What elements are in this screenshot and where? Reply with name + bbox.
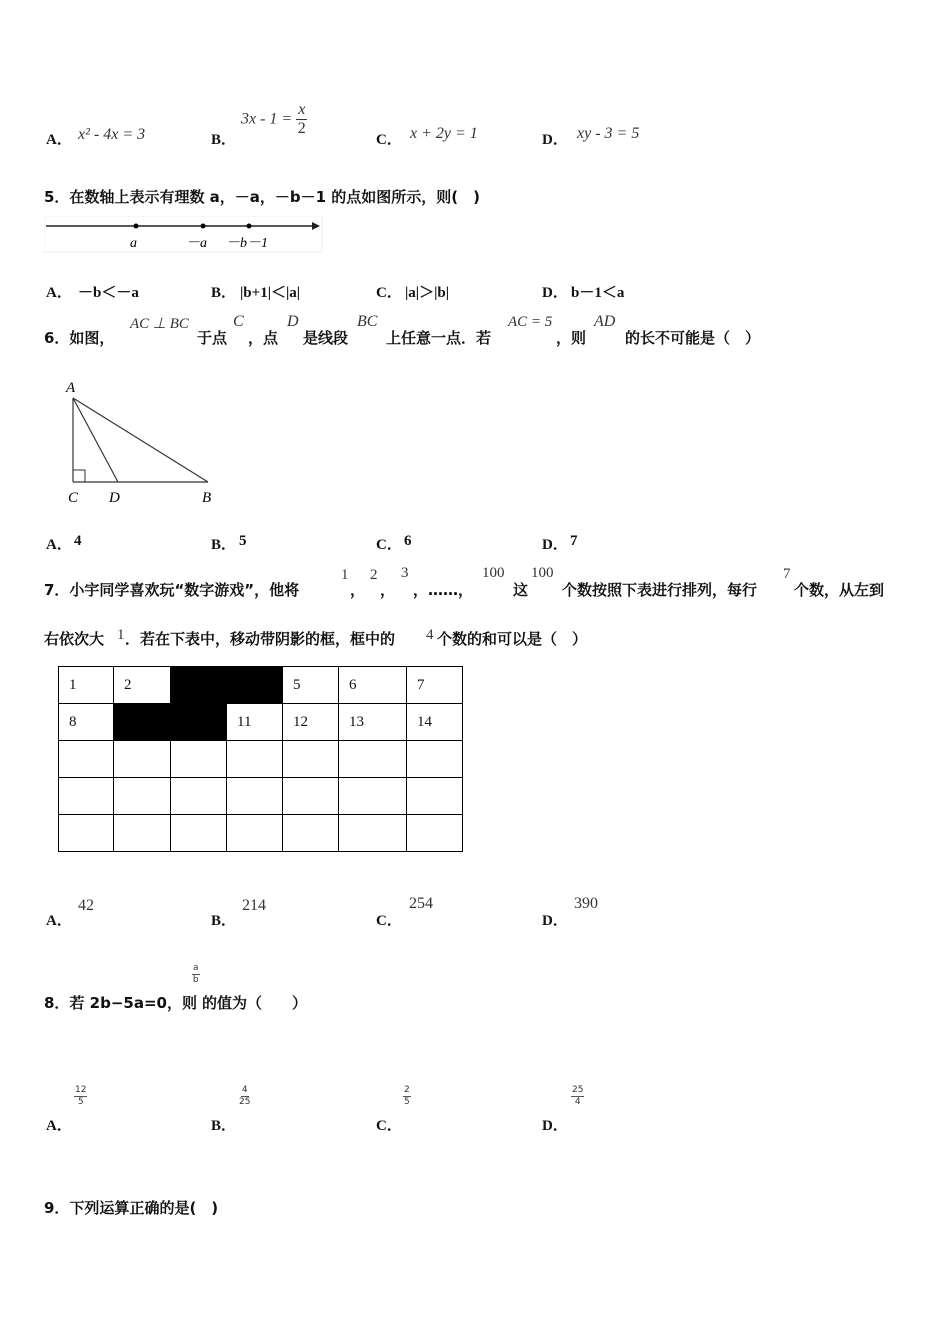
q8-option-a-letter: A． bbox=[46, 1118, 72, 1134]
q5-option-b-text: |b+1|＜|a| bbox=[240, 285, 301, 301]
q8-option-b-fraction bbox=[239, 1086, 250, 1107]
q7-number-3: 3 bbox=[401, 565, 409, 581]
table-cell: 1 bbox=[59, 667, 114, 704]
q7-line1-part-c: 个数，从左到 bbox=[794, 581, 885, 599]
q7-option-a-letter: A． bbox=[46, 913, 72, 929]
q4-option-a-expr: x² - 4x = 3 bbox=[78, 126, 146, 143]
q7-option-c-letter: C． bbox=[376, 913, 402, 929]
table-row bbox=[59, 667, 463, 704]
q6-stem-part4: 是线段 bbox=[303, 329, 349, 347]
q6-stem-part5: 上任意一点．若 bbox=[386, 329, 492, 347]
right-angle-mark bbox=[73, 470, 85, 482]
q4-option-b-num: x bbox=[298, 101, 306, 118]
q8-fraction-a-over-b bbox=[192, 964, 200, 985]
table-cell bbox=[339, 778, 407, 815]
q6-option-a-text: 4 bbox=[74, 533, 82, 549]
segment-ad bbox=[73, 398, 118, 482]
q7-option-d-text: 390 bbox=[574, 895, 598, 912]
table-cell bbox=[407, 741, 463, 778]
q7-number-one: 1 bbox=[117, 627, 125, 643]
table-cell: 6 bbox=[339, 667, 407, 704]
side-ab bbox=[73, 398, 208, 482]
q7-line1-part-b: 个数按照下表进行排列，每行 bbox=[562, 581, 758, 599]
frac-num: 4 bbox=[241, 1085, 248, 1095]
table-cell: 2 bbox=[114, 667, 171, 704]
q5-option-d-text: b－1＜a bbox=[571, 285, 625, 301]
q8-option-d-letter: D． bbox=[542, 1118, 568, 1134]
q6-option-d-letter: D． bbox=[542, 537, 568, 553]
q6-stem-part3: ，点 bbox=[248, 329, 279, 347]
q6-stem-part7: 的长不可能是（ ） bbox=[625, 329, 761, 347]
table-cell bbox=[59, 778, 114, 815]
number-line-frame bbox=[44, 216, 322, 252]
q5-option-b-letter: B． bbox=[211, 285, 237, 301]
q7-number-1: 1 bbox=[341, 567, 349, 583]
q6-math-d: D bbox=[287, 313, 299, 330]
frac-den: 5 bbox=[404, 1097, 410, 1107]
q4-option-a-letter: A． bbox=[46, 132, 72, 148]
q5-option-c-letter: C． bbox=[376, 285, 402, 301]
q8-frac-num: a bbox=[193, 963, 199, 973]
table-cell: 13 bbox=[339, 704, 407, 741]
table-cell: 8 bbox=[59, 704, 114, 741]
q4-option-b-left: 3x - 1 = bbox=[241, 110, 293, 128]
q6-triangle-figure bbox=[60, 375, 225, 515]
q6-option-b-text: 5 bbox=[239, 533, 247, 549]
q4-option-b-letter: B． bbox=[211, 132, 237, 148]
table-cell bbox=[407, 815, 463, 852]
q7-line2-part-a: 右依次大 bbox=[44, 630, 105, 648]
label-C: C bbox=[68, 490, 79, 506]
q7-comma-2: ， bbox=[380, 581, 396, 599]
q6-math-ad: AD bbox=[594, 313, 616, 330]
point-neg-b-minus-1 bbox=[247, 224, 252, 229]
frac-den: 5 bbox=[77, 1097, 84, 1107]
q7-option-d-letter: D． bbox=[542, 913, 568, 929]
q5-option-c-text: |a|＞|b| bbox=[405, 285, 450, 301]
label-a: a bbox=[130, 236, 137, 251]
table-row bbox=[59, 778, 463, 815]
q5-option-a-letter: A． bbox=[46, 285, 72, 301]
frac-num: 2 bbox=[404, 1085, 410, 1095]
q7-option-a-text: 42 bbox=[78, 897, 94, 914]
q6-option-c-letter: C． bbox=[376, 537, 402, 553]
shaded-cell bbox=[171, 704, 227, 741]
q6-option-a-letter: A． bbox=[46, 537, 72, 553]
q8-option-c-fraction bbox=[403, 1086, 411, 1107]
table-cell bbox=[407, 778, 463, 815]
q4-option-b-expr bbox=[241, 102, 307, 137]
q6-option-d-text: 7 bbox=[570, 533, 578, 549]
q5-number-line bbox=[44, 216, 324, 254]
table-cell bbox=[114, 815, 171, 852]
q6-math-bc: BC bbox=[357, 313, 378, 330]
table-cell bbox=[227, 815, 283, 852]
q7-option-b-text: 214 bbox=[242, 897, 266, 914]
q7-option-b-letter: B． bbox=[211, 913, 237, 929]
label-A: A bbox=[66, 380, 76, 396]
label-D: D bbox=[109, 490, 120, 506]
q6-math-ac-perp-bc: AC ⊥ BC bbox=[130, 316, 189, 332]
frac-num: 12 bbox=[75, 1085, 87, 1095]
q6-math-ac-eq-5: AC = 5 bbox=[508, 314, 553, 330]
table-row bbox=[59, 741, 463, 778]
table-row bbox=[59, 704, 463, 741]
q8-option-d-fraction bbox=[571, 1086, 584, 1107]
table-cell bbox=[114, 741, 171, 778]
q5-option-a-text: －b＜－a bbox=[78, 285, 139, 301]
point-neg-a bbox=[201, 224, 206, 229]
q8-stem-part-a: 8．若 2b−5a=0，则 bbox=[44, 994, 197, 1012]
table-cell: 12 bbox=[283, 704, 339, 741]
table-cell bbox=[339, 815, 407, 852]
q5-option-d-letter: D． bbox=[542, 285, 568, 301]
shaded-cell bbox=[227, 667, 283, 704]
table-cell bbox=[283, 741, 339, 778]
q7-comma-1: ， bbox=[350, 581, 366, 599]
label-neg-a: －a bbox=[186, 236, 207, 251]
q4-option-c-expr: x + 2y = 1 bbox=[410, 125, 478, 142]
q7-number-100b: 100 bbox=[531, 565, 554, 581]
q4-option-d-expr: xy - 3 = 5 bbox=[577, 125, 640, 142]
table-cell: 11 bbox=[227, 704, 283, 741]
q6-stem-part1: 6．如图， bbox=[44, 329, 115, 347]
table-row bbox=[59, 815, 463, 852]
q7-number-table bbox=[58, 666, 463, 852]
shaded-cell bbox=[171, 667, 227, 704]
q5-stem: 5．在数轴上表示有理数 a，－a，－b－1 的点如图所示，则( ) bbox=[44, 188, 481, 206]
table-cell bbox=[59, 815, 114, 852]
table-cell bbox=[283, 778, 339, 815]
table-cell bbox=[227, 778, 283, 815]
q6-stem-part2: 于点 bbox=[197, 329, 228, 347]
label-B: B bbox=[202, 490, 212, 506]
q7-zhe: 这 bbox=[513, 581, 529, 599]
q6-option-c-text: 6 bbox=[404, 533, 412, 549]
q7-number-7: 7 bbox=[783, 566, 791, 582]
q7-ellipsis: ，……， bbox=[413, 581, 474, 599]
frac-den: 4 bbox=[574, 1097, 581, 1107]
table-cell bbox=[171, 741, 227, 778]
q7-number-100a: 100 bbox=[482, 565, 505, 581]
table-cell: 7 bbox=[407, 667, 463, 704]
q7-line2-part-c: 个数的和可以是（ ） bbox=[437, 630, 588, 648]
table-cell bbox=[59, 741, 114, 778]
q8-frac-den: b bbox=[192, 975, 199, 985]
table-cell bbox=[227, 741, 283, 778]
q6-option-b-letter: B． bbox=[211, 537, 237, 553]
q7-line1-part-a: 7．小宇同学喜欢玩“数字游戏”，他将 bbox=[44, 581, 300, 599]
table-cell: 5 bbox=[283, 667, 339, 704]
shaded-cell bbox=[114, 704, 171, 741]
q7-number-2: 2 bbox=[370, 567, 378, 583]
q6-math-c: C bbox=[233, 313, 244, 330]
table-cell bbox=[114, 778, 171, 815]
table-cell bbox=[171, 778, 227, 815]
q8-option-a-fraction bbox=[74, 1086, 87, 1107]
point-a bbox=[134, 224, 139, 229]
q8-stem-part-b: 的值为（ ） bbox=[202, 994, 308, 1012]
table-cell bbox=[171, 815, 227, 852]
table-cell bbox=[339, 741, 407, 778]
q7-option-c-text: 254 bbox=[409, 895, 433, 912]
q4-option-c-letter: C． bbox=[376, 132, 402, 148]
q7-number-4: 4 bbox=[426, 627, 434, 643]
q8-option-c-letter: C． bbox=[376, 1118, 402, 1134]
frac-num: 25 bbox=[572, 1085, 584, 1095]
q4-option-b-den: 2 bbox=[297, 120, 306, 137]
q6-stem-part6: ，则 bbox=[556, 329, 587, 347]
table-cell: 14 bbox=[407, 704, 463, 741]
q4-option-b-fraction bbox=[296, 102, 307, 137]
label-neg-b-minus-1: －b－1 bbox=[226, 236, 268, 251]
q7-line2-part-b: ．若在下表中，移动带阴影的框，框中的 bbox=[125, 630, 396, 648]
q4-option-d-letter: D． bbox=[542, 132, 568, 148]
q9-stem: 9．下列运算正确的是( ) bbox=[44, 1199, 219, 1217]
table-cell bbox=[283, 815, 339, 852]
frac-den: 25 bbox=[239, 1097, 251, 1107]
q8-option-b-letter: B． bbox=[211, 1118, 237, 1134]
